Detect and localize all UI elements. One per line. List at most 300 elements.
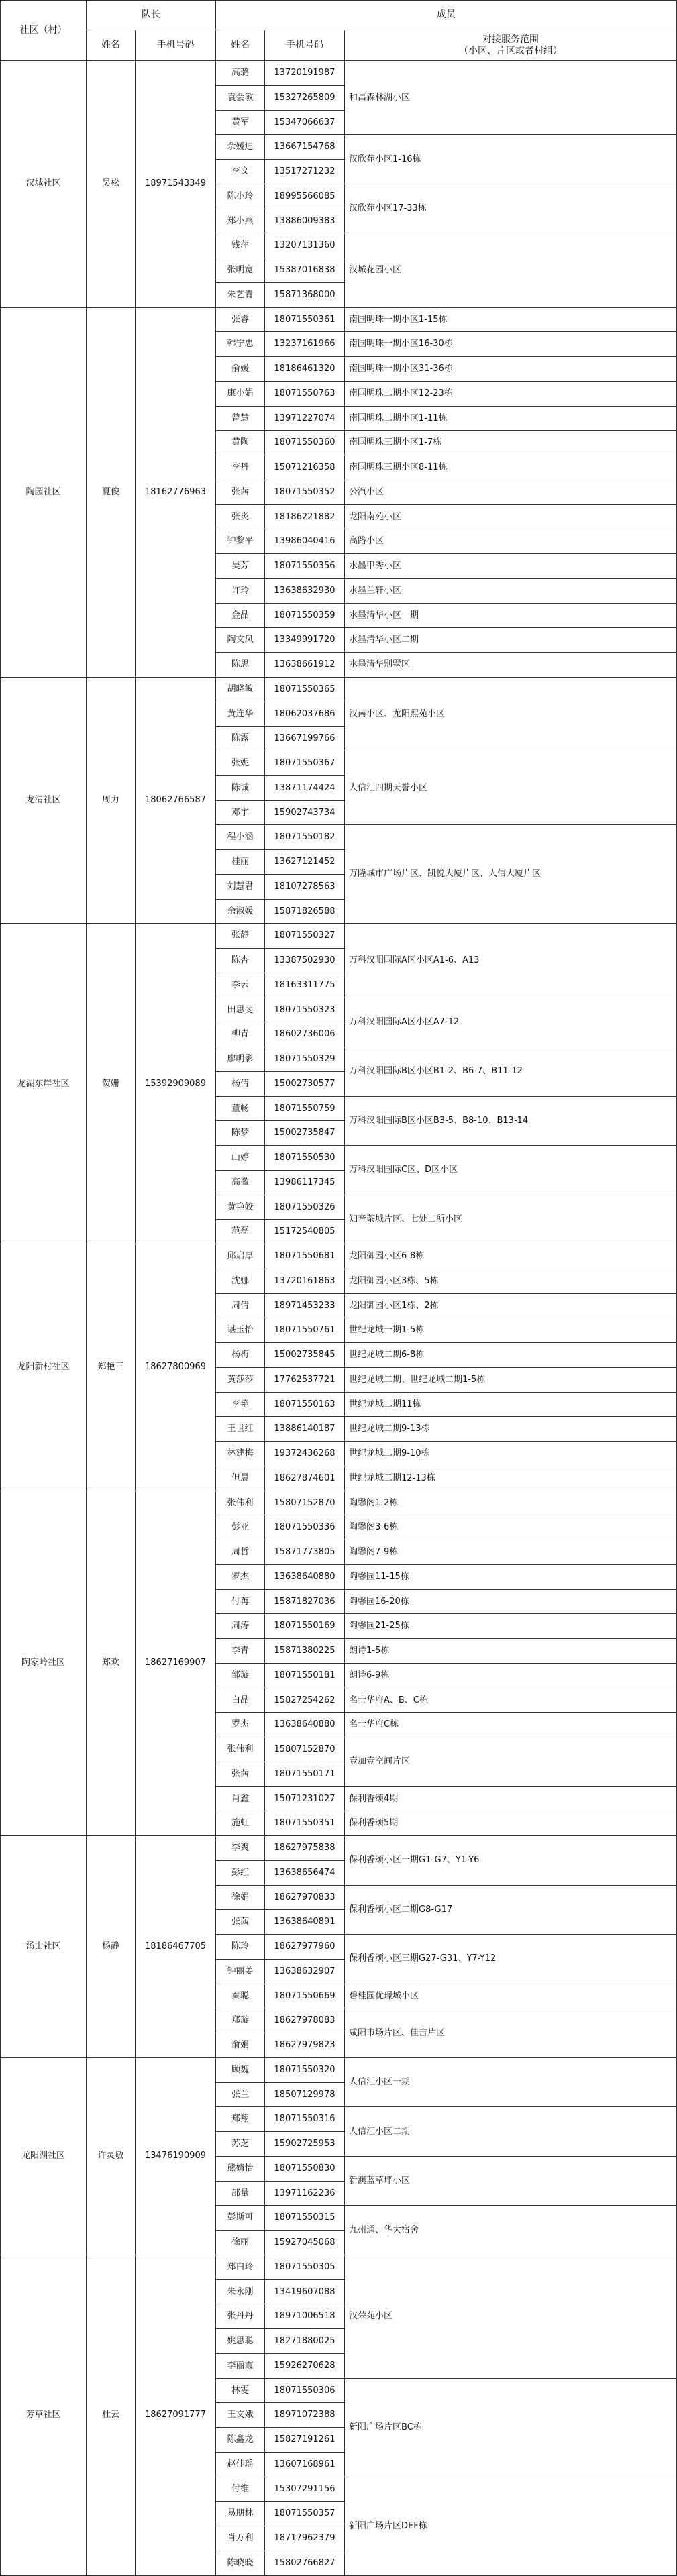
member-phone: 18071550327 [265,924,345,949]
member-name: 钟丽姜 [216,1959,265,1984]
member-phone: 13349991720 [265,628,345,653]
member-name: 周哲 [216,1540,265,1565]
member-phone: 18071550530 [265,1146,345,1171]
service-scope: 龙阳御园小区1栋、2栋 [345,1293,677,1318]
member-phone: 18627970833 [265,1885,345,1910]
member-phone: 13986117345 [265,1170,345,1195]
service-scope: 南国明珠二期小区12-23栋 [345,381,677,406]
member-phone: 18071550352 [265,480,345,504]
service-scope: 水墨清华小区二期 [345,628,677,653]
member-name: 付苒 [216,1589,265,1614]
member-name: 佘媛迪 [216,135,265,160]
service-scope: 新澳蓝草坪小区 [345,2156,677,2206]
member-phone: 18507129978 [265,2082,345,2107]
leader-name: 杨静 [87,1836,136,2058]
table-header [1,1,677,61]
service-scope: 公汽小区 [345,480,677,504]
community-name: 龙湖东岸社区 [1,924,87,1244]
member-phone: 18071550181 [265,1663,345,1688]
member-phone: 13237161966 [265,332,345,357]
member-phone: 15071231027 [265,1786,345,1811]
service-scope: 汉荣苑小区 [345,2255,677,2378]
service-scope: 水墨清华小区一期 [345,603,677,628]
member-phone: 18717962379 [265,2526,345,2551]
member-phone: 15347066637 [265,110,345,135]
member-phone: 18071550681 [265,1244,345,1269]
member-name: 顾魏 [216,2057,265,2082]
member-name: 李青 [216,1639,265,1664]
table-row [1,1491,677,1515]
member-name: 郑璇 [216,2008,265,2033]
member-name: 黄连华 [216,702,265,727]
service-scope: 南国明珠三期小区8-11栋 [345,455,677,480]
member-name: 陈思 [216,653,265,678]
service-scope: 咸阳市场片区、佳吉片区 [345,2008,677,2058]
member-name: 周涛 [216,1614,265,1639]
member-phone: 18071550306 [265,2378,345,2403]
member-phone: 15327265809 [265,85,345,110]
table-row [1,61,677,86]
leader-name: 杜云 [87,2255,136,2575]
member-phone: 13638640880 [265,1564,345,1589]
member-phone: 15927045068 [265,2231,345,2255]
service-scope: 龙阳御园小区3栋、5栋 [345,1269,677,1293]
member-phone: 18071550830 [265,2156,345,2181]
member-phone: 15871368000 [265,282,345,307]
service-scope: 碧桂园优璟城小区 [345,1984,677,2008]
service-scope: 朗诗6-9栋 [345,1663,677,1688]
member-name: 黄艳姣 [216,1195,265,1220]
service-scope: 保利香颂4期 [345,1786,677,1811]
member-name: 范磊 [216,1220,265,1244]
member-name: 秦聪 [216,1984,265,2008]
leader-phone: 18627091777 [136,2255,216,2575]
service-scope: 世纪龙城二期9-10栋 [345,1442,677,1466]
header-leader-name: 姓名 [87,30,136,61]
member-name: 田思斐 [216,998,265,1022]
member-name: 杨倩 [216,1071,265,1096]
member-phone: 18107278563 [265,874,345,899]
member-name: 陈露 [216,727,265,751]
member-name: 曾慧 [216,406,265,431]
service-scope: 世纪龙城一期1-5栋 [345,1318,677,1343]
member-name: 俞媛 [216,357,265,382]
service-scope: 名士华府C栋 [345,1713,677,1737]
service-scope: 龙阳南苑小区 [345,504,677,529]
member-phone: 15827191261 [265,2428,345,2453]
service-scope: 高路小区 [345,529,677,554]
member-phone: 18071550171 [265,1762,345,1786]
member-phone: 15387016838 [265,258,345,283]
service-scope: 新阳广场片区BC栋 [345,2378,677,2477]
member-phone: 15002735845 [265,1343,345,1368]
member-phone: 15807152870 [265,1491,345,1515]
member-phone: 18071550763 [265,381,345,406]
header-members-group: 成员 [216,1,677,30]
service-scope: 世纪龙城二期、世纪龙城二期1-5栋 [345,1367,677,1392]
member-phone: 18071550326 [265,1195,345,1220]
member-phone: 13607168961 [265,2452,345,2477]
member-name: 张茜 [216,1762,265,1786]
header-member-phone: 手机号码 [265,30,345,61]
member-name: 张伟利 [216,1737,265,1762]
member-name: 赵佳瑶 [216,2452,265,2477]
header-scope-line1: 对接服务范围 [482,34,539,45]
member-phone: 19372436268 [265,1442,345,1466]
member-name: 肖鑫 [216,1786,265,1811]
member-name: 陶文凤 [216,628,265,653]
member-phone: 15871380225 [265,1639,345,1664]
member-phone: 18071550169 [265,1614,345,1639]
member-name: 王世红 [216,1417,265,1442]
member-phone: 18186461320 [265,357,345,382]
service-scope: 陶馨阁7-9栋 [345,1540,677,1565]
member-name: 李丹 [216,455,265,480]
service-scope: 人信汇四期天誉小区 [345,751,677,825]
member-name: 朱艺青 [216,282,265,307]
leader-name: 吴松 [87,61,136,308]
service-scope: 陶馨园11-15栋 [345,1564,677,1589]
service-scope: 保利香颂小区一期G1-G7、Y1-Y6 [345,1836,677,1886]
service-scope: 保利香颂小区二期G8-G17 [345,1885,677,1935]
member-name: 康小娟 [216,381,265,406]
member-phone: 13871174424 [265,775,345,800]
member-phone: 15307291156 [265,2477,345,2502]
member-phone: 13638632930 [265,578,345,603]
member-name: 邹璇 [216,1663,265,1688]
header-community: 社区（村） [1,1,87,61]
member-phone: 18627977960 [265,1935,345,1960]
member-phone: 18627874601 [265,1466,345,1491]
member-name: 李云 [216,973,265,998]
service-scope: 保利香颂小区三期G27-G31、Y7-Y12 [345,1935,677,1984]
service-scope: 万隆城市广场片区、凯悦大厦片区、人信大厦片区 [345,825,677,924]
community-name: 陶园社区 [1,307,87,677]
member-name: 桂丽 [216,850,265,875]
member-phone: 13986040416 [265,529,345,554]
member-phone: 15871827036 [265,1589,345,1614]
header-scope-line2: （小区、片区或者村组） [459,45,563,56]
member-phone: 13971162236 [265,2181,345,2206]
member-phone: 13667154768 [265,135,345,160]
member-name: 李艳 [216,1392,265,1417]
service-scope: 水墨甲秀小区 [345,554,677,579]
member-name: 吴芳 [216,554,265,579]
service-scope: 万科汉阳国际C区、D区小区 [345,1146,677,1195]
community-name: 龙阳新村社区 [1,1244,87,1491]
member-name: 罗杰 [216,1713,265,1737]
service-scope: 万科汉阳国际A区小区A1-6、A13 [345,924,677,998]
service-scope: 壹加壹空间片区 [345,1737,677,1787]
community-name: 龙清社区 [1,677,87,924]
member-name: 程小涵 [216,825,265,850]
service-scope: 世纪龙城二期11栋 [345,1392,677,1417]
service-scope: 水墨清华别墅区 [345,653,677,678]
member-phone: 18071550351 [265,1811,345,1836]
leader-phone: 18627800969 [136,1244,216,1491]
leader-name: 许灵敏 [87,2057,136,2255]
member-name: 胡晓敏 [216,677,265,702]
member-name: 周倩 [216,1293,265,1318]
header-leader-phone: 手机号码 [136,30,216,61]
roster-body [1,61,677,2576]
leader-phone: 15392909089 [136,924,216,1244]
member-name: 易朋林 [216,2502,265,2526]
service-scope: 名士华府A、B、C栋 [345,1688,677,1713]
member-name: 钱萍 [216,233,265,258]
service-scope: 人信汇小区一期 [345,2057,677,2107]
member-name: 山婷 [216,1146,265,1171]
member-name: 陈梦 [216,1121,265,1146]
service-scope: 保利香颂5期 [345,1811,677,1836]
member-phone: 18971006518 [265,2304,345,2329]
member-name: 邓宇 [216,800,265,825]
member-name: 高璐 [216,61,265,86]
member-name: 张伟利 [216,1491,265,1515]
member-name: 陈诚 [216,775,265,800]
member-name: 张茜 [216,480,265,504]
member-name: 黄军 [216,110,265,135]
member-name: 肖万利 [216,2526,265,2551]
member-phone: 18071550759 [265,1096,345,1121]
community-name: 汤山社区 [1,1836,87,2058]
service-scope: 南国明珠一期小区31-36栋 [345,357,677,382]
member-name: 余淑媛 [216,899,265,924]
table-row [1,1244,677,1269]
member-name: 付维 [216,2477,265,2502]
table-row [1,1836,677,1861]
member-phone: 15902743734 [265,800,345,825]
member-name: 张兰 [216,2082,265,2107]
service-scope: 九州通、华大宿舍 [345,2206,677,2255]
member-phone: 17762537721 [265,1367,345,1392]
service-scope: 南国明珠一期小区1-15栋 [345,307,677,332]
member-name: 熊婧怡 [216,2156,265,2181]
member-phone: 18071550316 [265,2107,345,2132]
member-name: 陈晓晓 [216,2551,265,2575]
leader-phone: 18062766587 [136,677,216,924]
member-name: 杨梅 [216,1343,265,1368]
member-phone: 13419607088 [265,2279,345,2304]
service-scope: 南国明珠二期小区1-11栋 [345,406,677,431]
member-phone: 18995566085 [265,184,345,209]
member-name: 陈玲 [216,1935,265,1960]
member-phone: 13638656474 [265,1860,345,1885]
leader-name: 夏俊 [87,307,136,677]
member-phone: 18071550361 [265,307,345,332]
member-name: 张静 [216,924,265,949]
service-scope: 龙阳御园小区6-8栋 [345,1244,677,1269]
member-name: 金晶 [216,603,265,628]
member-name: 沈娜 [216,1269,265,1293]
member-phone: 15071216358 [265,455,345,480]
table-row [1,307,677,332]
table-row [1,677,677,702]
service-scope: 陶馨园21-25栋 [345,1614,677,1639]
service-scope: 汉南小区、龙阳熙苑小区 [345,677,677,751]
service-scope: 汉欣苑小区17-33栋 [345,184,677,233]
service-scope: 万科汉阳国际B区小区B3-5、B8-10、B13-14 [345,1096,677,1146]
member-phone: 15802766827 [265,2551,345,2575]
member-phone: 13207131360 [265,233,345,258]
member-phone: 13638661912 [265,653,345,678]
member-phone: 13638632907 [265,1959,345,1984]
member-phone: 15871826588 [265,899,345,924]
service-scope: 汉欣苑小区1-16栋 [345,135,677,184]
member-phone: 15002735847 [265,1121,345,1146]
member-name: 张妮 [216,751,265,776]
member-phone: 18971072388 [265,2403,345,2428]
member-name: 陈小玲 [216,184,265,209]
service-scope: 陶馨园16-20栋 [345,1589,677,1614]
leader-name: 周力 [87,677,136,924]
member-name: 许玲 [216,578,265,603]
header-leader-group: 队长 [87,1,216,30]
member-phone: 13638640891 [265,1910,345,1935]
service-scope: 知音茶城片区、七处二所小区 [345,1195,677,1244]
leader-name: 郑欢 [87,1491,136,1836]
header-scope [345,30,677,61]
leader-phone: 18162776963 [136,307,216,677]
service-scope: 人信汇小区二期 [345,2107,677,2157]
member-name: 廖明影 [216,1047,265,1072]
member-name: 袁会敏 [216,85,265,110]
member-phone: 15827254262 [265,1688,345,1713]
member-phone: 18071550305 [265,2255,345,2279]
member-name: 董畅 [216,1096,265,1121]
table-row [1,2255,677,2279]
member-name: 高徽 [216,1170,265,1195]
community-name: 汉城社区 [1,61,87,308]
member-name: 张茜 [216,1910,265,1935]
member-phone: 18071550367 [265,751,345,776]
member-phone: 18627978083 [265,2008,345,2033]
member-name: 陈鑫龙 [216,2428,265,2453]
service-scope: 新阳广场片区DEF栋 [345,2477,677,2575]
service-scope: 南国明珠三期小区1-7栋 [345,431,677,455]
member-phone: 18186221882 [265,504,345,529]
member-phone: 18271880025 [265,2329,345,2354]
leader-phone: 18627169907 [136,1491,216,1836]
service-scope: 世纪龙城二期9-13栋 [345,1417,677,1442]
leader-phone: 18186467705 [136,1836,216,2058]
leader-name: 贺姗 [87,924,136,1244]
member-phone: 13667199766 [265,727,345,751]
member-name: 韩宁忠 [216,332,265,357]
member-name: 彭红 [216,1860,265,1885]
member-phone: 13886009383 [265,209,345,233]
member-name: 钟黎平 [216,529,265,554]
service-scope: 陶馨阁3-6栋 [345,1515,677,1540]
service-scope: 朗诗1-5栋 [345,1639,677,1664]
member-name: 李丽霞 [216,2353,265,2378]
member-phone: 18071550360 [265,431,345,455]
leader-phone: 18971543349 [136,61,216,308]
community-name: 龙阳湖社区 [1,2057,87,2255]
member-name: 黄陶 [216,431,265,455]
member-name: 朱永刚 [216,2279,265,2304]
member-phone: 15902725953 [265,2132,345,2157]
member-phone: 13627121452 [265,850,345,875]
member-phone: 15002730577 [265,1071,345,1096]
member-name: 但晨 [216,1466,265,1491]
header-member-name: 姓名 [216,30,265,61]
member-phone: 18971453233 [265,1293,345,1318]
member-phone: 18627975838 [265,1836,345,1861]
member-name: 黄莎莎 [216,1367,265,1392]
member-name: 张明宽 [216,258,265,283]
member-name: 林建梅 [216,1442,265,1466]
member-name: 陈杏 [216,949,265,973]
member-phone: 18163311775 [265,973,345,998]
member-phone: 15172540805 [265,1220,345,1244]
member-phone: 13886140187 [265,1417,345,1442]
service-scope: 南国明珠一期小区16-30栋 [345,332,677,357]
member-phone: 13720161863 [265,1269,345,1293]
member-name: 姚思聪 [216,2329,265,2354]
member-name: 邵量 [216,2181,265,2206]
member-phone: 15871773805 [265,1540,345,1565]
service-scope: 汉城花园小区 [345,233,677,307]
member-name: 郑小燕 [216,209,265,233]
table-row [1,2057,677,2082]
leader-name: 郑艳三 [87,1244,136,1491]
member-name: 郑白玲 [216,2255,265,2279]
member-name: 张睿 [216,307,265,332]
member-phone: 15926270628 [265,2353,345,2378]
member-phone: 18071550320 [265,2057,345,2082]
member-phone: 13517271232 [265,160,345,184]
member-name: 彭斯可 [216,2206,265,2231]
leader-phone: 13476190909 [136,2057,216,2255]
member-name: 王文娥 [216,2403,265,2428]
member-name: 彭亚 [216,1515,265,1540]
member-phone: 18071550329 [265,1047,345,1072]
community-name: 陶家岭社区 [1,1491,87,1836]
service-scope: 万科汉阳国际B区小区B1-2、B6-7、B11-12 [345,1047,677,1097]
member-phone: 18071550356 [265,554,345,579]
member-phone: 18071550336 [265,1515,345,1540]
member-name: 柳青 [216,1022,265,1047]
member-phone: 18071550315 [265,2206,345,2231]
service-scope: 万科汉阳国际A区小区A7-12 [345,998,677,1047]
service-scope: 陶馨阁1-2栋 [345,1491,677,1515]
member-phone: 15807152870 [265,1737,345,1762]
member-phone: 18071550761 [265,1318,345,1343]
member-name: 苏芝 [216,2132,265,2157]
member-phone: 13387502930 [265,949,345,973]
member-name: 林雯 [216,2378,265,2403]
member-name: 徐丽 [216,2231,265,2255]
service-scope: 世纪龙城二期6-8栋 [345,1343,677,1368]
member-name: 邱启厚 [216,1244,265,1269]
member-phone: 18627979823 [265,2033,345,2058]
member-name: 罗杰 [216,1564,265,1589]
community-name: 芳草社区 [1,2255,87,2575]
member-phone: 18071550357 [265,2502,345,2526]
service-scope: 和昌森林湖小区 [345,61,677,135]
service-scope: 水墨兰轩小区 [345,578,677,603]
member-name: 李文 [216,160,265,184]
member-name: 李爽 [216,1836,265,1861]
member-name: 张丹丹 [216,2304,265,2329]
member-name: 刘慧君 [216,874,265,899]
member-phone: 18071550163 [265,1392,345,1417]
member-name: 张炎 [216,504,265,529]
member-name: 白晶 [216,1688,265,1713]
member-phone: 18062037686 [265,702,345,727]
member-name: 施虹 [216,1811,265,1836]
